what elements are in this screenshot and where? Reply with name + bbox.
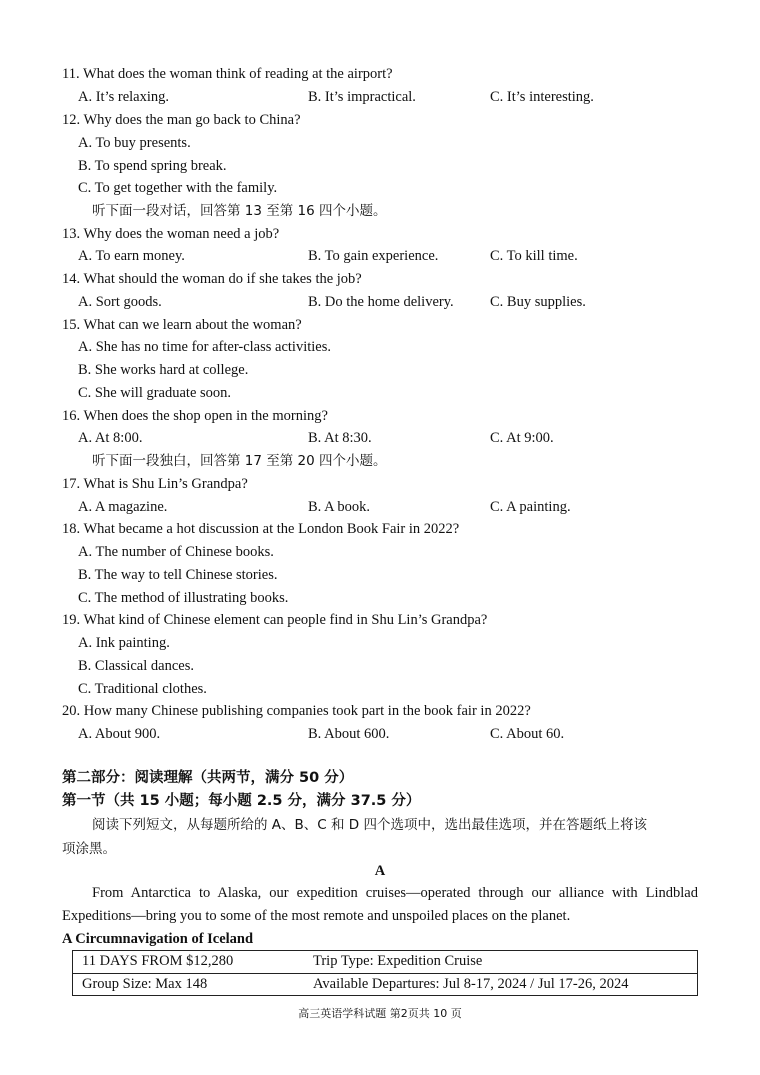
trip-title: A Circumnavigation of Iceland <box>62 931 254 947</box>
option-16-a: A. At 8:00. <box>78 430 143 446</box>
question-19: 19. What kind of Chinese element can people find in Shu Lin’s Grandpa? <box>62 612 488 628</box>
question-14: 14. What should the woman do if she takes the job? <box>62 271 362 287</box>
option-19-b: B. Classical dances. <box>78 658 194 674</box>
option-13-b: B. To gain experience. <box>308 248 439 264</box>
option-14-b: B. Do the home delivery. <box>308 294 454 310</box>
table-row-divider <box>73 973 697 974</box>
table-departures: Available Departures: Jul 8-17, 2024 / Jul 17-26, 2024 <box>313 976 629 992</box>
option-12-b: B. To spend spring break. <box>78 158 227 174</box>
option-12-c: C. To get together with the family. <box>78 180 278 196</box>
question-11: 11. What does the woman think of reading at the airport? <box>62 66 393 82</box>
option-13-c: C. To kill time. <box>490 248 578 264</box>
part2-heading: 第二部分：阅读理解（共两节，满分 50 分） <box>62 770 354 786</box>
directions-line-1: 阅读下列短文，从每题所给的 A、B、C 和 D 四个选项中，选出最佳选项，并在答题纸上将该 <box>92 817 647 833</box>
table-group-size: Group Size: Max 148 <box>82 976 208 992</box>
option-19-c: C. Traditional clothes. <box>78 681 207 697</box>
directions-line-2: 项涂黑。 <box>62 841 116 857</box>
listening-instruction-2: 听下面一段独白，回答第 17 至第 20 四个小题。 <box>92 453 387 469</box>
option-17-a: A. A magazine. <box>78 499 168 515</box>
option-16-c: C. At 9:00. <box>490 430 554 446</box>
option-14-a: A. Sort goods. <box>78 294 162 310</box>
option-15-a: A. She has no time for after-class activities. <box>78 339 331 355</box>
option-12-a: A. To buy presents. <box>78 135 191 151</box>
option-18-b: B. The way to tell Chinese stories. <box>78 567 278 583</box>
passage-label: A <box>374 863 386 879</box>
table-price: 11 DAYS FROM $12,280 <box>82 953 234 969</box>
trip-info-table <box>72 950 698 996</box>
section1-heading: 第一节（共 15 小题；每小题 2.5 分，满分 37.5 分） <box>62 793 421 809</box>
option-11-a: A. It’s relaxing. <box>78 89 170 105</box>
option-19-a: A. Ink painting. <box>78 635 170 651</box>
option-20-b: B. About 600. <box>308 726 390 742</box>
option-11-b: B. It’s impractical. <box>308 89 416 105</box>
question-15: 15. What can we learn about the woman? <box>62 317 302 333</box>
listening-instruction-1: 听下面一段对话，回答第 13 至第 16 四个小题。 <box>92 203 387 219</box>
question-16: 16. When does the shop open in the morning? <box>62 408 328 424</box>
page-footer: 高三英语学科试题 第2页共 10 页 <box>298 1007 462 1020</box>
option-15-c: C. She will graduate soon. <box>78 385 232 401</box>
question-13: 13. Why does the woman need a job? <box>62 226 280 242</box>
option-17-b: B. A book. <box>308 499 371 515</box>
option-18-a: A. The number of Chinese books. <box>78 544 274 560</box>
option-13-a: A. To earn money. <box>78 248 185 264</box>
option-14-c: C. Buy supplies. <box>490 294 586 310</box>
option-17-c: C. A painting. <box>490 499 571 515</box>
option-20-a: A. About 900. <box>78 726 161 742</box>
table-trip-type: Trip Type: Expedition Cruise <box>313 953 483 969</box>
option-18-c: C. The method of illustrating books. <box>78 590 289 606</box>
option-16-b: B. At 8:30. <box>308 430 372 446</box>
question-20: 20. How many Chinese publishing companies took part in the book fair in 2022? <box>62 703 531 719</box>
question-12: 12. Why does the man go back to China? <box>62 112 301 128</box>
question-18: 18. What became a hot discussion at the London Book Fair in 2022? <box>62 521 460 537</box>
question-17: 17. What is Shu Lin’s Grandpa? <box>62 476 248 492</box>
option-11-c: C. It’s interesting. <box>490 89 594 105</box>
option-20-c: C. About 60. <box>490 726 565 742</box>
passage-intro: From Antarctica to Alaska, our expedition cruises—operated through our alliance with Lindblad Expeditions—bring you to some of the most remote and unspoiled places on the planet. <box>62 885 698 924</box>
option-15-b: B. She works hard at college. <box>78 362 249 378</box>
